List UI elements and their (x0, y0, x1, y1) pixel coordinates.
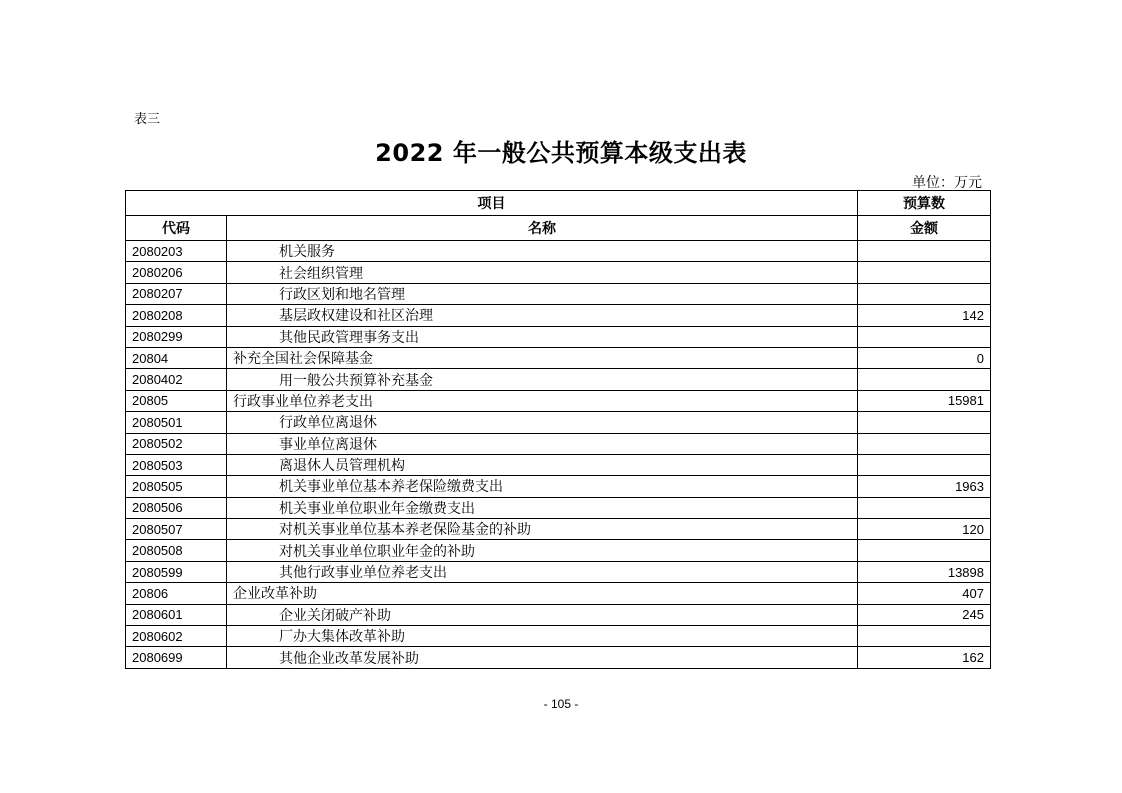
row-name: 对机关事业单位职业年金的补助 (227, 540, 858, 561)
row-code: 20804 (126, 347, 227, 368)
row-code: 2080206 (126, 262, 227, 283)
header-row-2 (126, 216, 991, 241)
table-row (126, 262, 991, 283)
row-amount (858, 497, 991, 518)
row-name: 行政区划和地名管理 (227, 283, 858, 304)
row-amount: 245 (858, 604, 991, 625)
row-code: 2080402 (126, 369, 227, 390)
row-amount: 162 (858, 647, 991, 668)
row-amount: 120 (858, 519, 991, 540)
row-amount (858, 540, 991, 561)
table-row (126, 305, 991, 326)
row-code: 2080602 (126, 626, 227, 647)
table-row (126, 433, 991, 454)
table-row (126, 561, 991, 582)
row-code: 2080208 (126, 305, 227, 326)
row-amount: 407 (858, 583, 991, 604)
header-amount: 金额 (858, 216, 991, 241)
row-amount: 0 (858, 347, 991, 368)
row-name: 其他企业改革发展补助 (227, 647, 858, 668)
row-code: 20805 (126, 390, 227, 411)
unit-label: 单位：万元 (912, 175, 982, 191)
row-amount: 142 (858, 305, 991, 326)
header-code: 代码 (126, 216, 227, 241)
row-amount: 1963 (858, 476, 991, 497)
row-code: 2080501 (126, 412, 227, 433)
table-row (126, 347, 991, 368)
row-amount (858, 454, 991, 475)
table-row (126, 583, 991, 604)
table-row (126, 369, 991, 390)
row-code: 2080599 (126, 561, 227, 582)
row-code: 2080699 (126, 647, 227, 668)
page-number: - 105 - (543, 697, 579, 711)
table-label: 表三 (134, 112, 161, 127)
table-row (126, 604, 991, 625)
row-amount (858, 283, 991, 304)
row-amount (858, 262, 991, 283)
table-row (126, 626, 991, 647)
table-row (126, 519, 991, 540)
row-name: 企业关闭破产补助 (227, 604, 858, 625)
header-budget: 预算数 (858, 191, 991, 216)
row-amount (858, 326, 991, 347)
row-code: 2080507 (126, 519, 227, 540)
row-name: 用一般公共预算补充基金 (227, 369, 858, 390)
table-row (126, 454, 991, 475)
row-amount: 13898 (858, 561, 991, 582)
row-name: 机关事业单位职业年金缴费支出 (227, 497, 858, 518)
row-name: 机关事业单位基本养老保险缴费支出 (227, 476, 858, 497)
row-code: 2080207 (126, 283, 227, 304)
row-name: 对机关事业单位基本养老保险基金的补助 (227, 519, 858, 540)
table-row (126, 390, 991, 411)
row-name: 基层政权建设和社区治理 (227, 305, 858, 326)
header-name: 名称 (227, 216, 858, 241)
row-code: 2080505 (126, 476, 227, 497)
row-code: 2080503 (126, 454, 227, 475)
row-code: 20806 (126, 583, 227, 604)
row-code: 2080502 (126, 433, 227, 454)
table-row (126, 540, 991, 561)
row-code: 2080203 (126, 241, 227, 262)
header-project: 项目 (126, 191, 858, 216)
row-amount (858, 412, 991, 433)
row-name: 其他民政管理事务支出 (227, 326, 858, 347)
row-amount (858, 626, 991, 647)
row-name: 其他行政事业单位养老支出 (227, 561, 858, 582)
row-name: 事业单位离退休 (227, 433, 858, 454)
row-code: 2080299 (126, 326, 227, 347)
row-name: 社会组织管理 (227, 262, 858, 283)
table-row (126, 412, 991, 433)
budget-table (125, 190, 991, 669)
row-name: 行政单位离退休 (227, 412, 858, 433)
row-code: 2080506 (126, 497, 227, 518)
table-body (126, 241, 991, 669)
row-name: 补充全国社会保障基金 (227, 347, 858, 368)
row-amount (858, 241, 991, 262)
table-row (126, 241, 991, 262)
row-amount: 15981 (858, 390, 991, 411)
table-row (126, 497, 991, 518)
table-row (126, 283, 991, 304)
table-row (126, 647, 991, 668)
table-row (126, 476, 991, 497)
row-name: 机关服务 (227, 241, 858, 262)
table-row (126, 326, 991, 347)
row-name: 企业改革补助 (227, 583, 858, 604)
row-amount (858, 433, 991, 454)
header-row-1 (126, 191, 991, 216)
row-name: 离退休人员管理机构 (227, 454, 858, 475)
row-name: 厂办大集体改革补助 (227, 626, 858, 647)
row-code: 2080508 (126, 540, 227, 561)
row-name: 行政事业单位养老支出 (227, 390, 858, 411)
row-code: 2080601 (126, 604, 227, 625)
page-title: 2022 年一般公共预算本级支出表 (375, 139, 747, 167)
row-amount (858, 369, 991, 390)
